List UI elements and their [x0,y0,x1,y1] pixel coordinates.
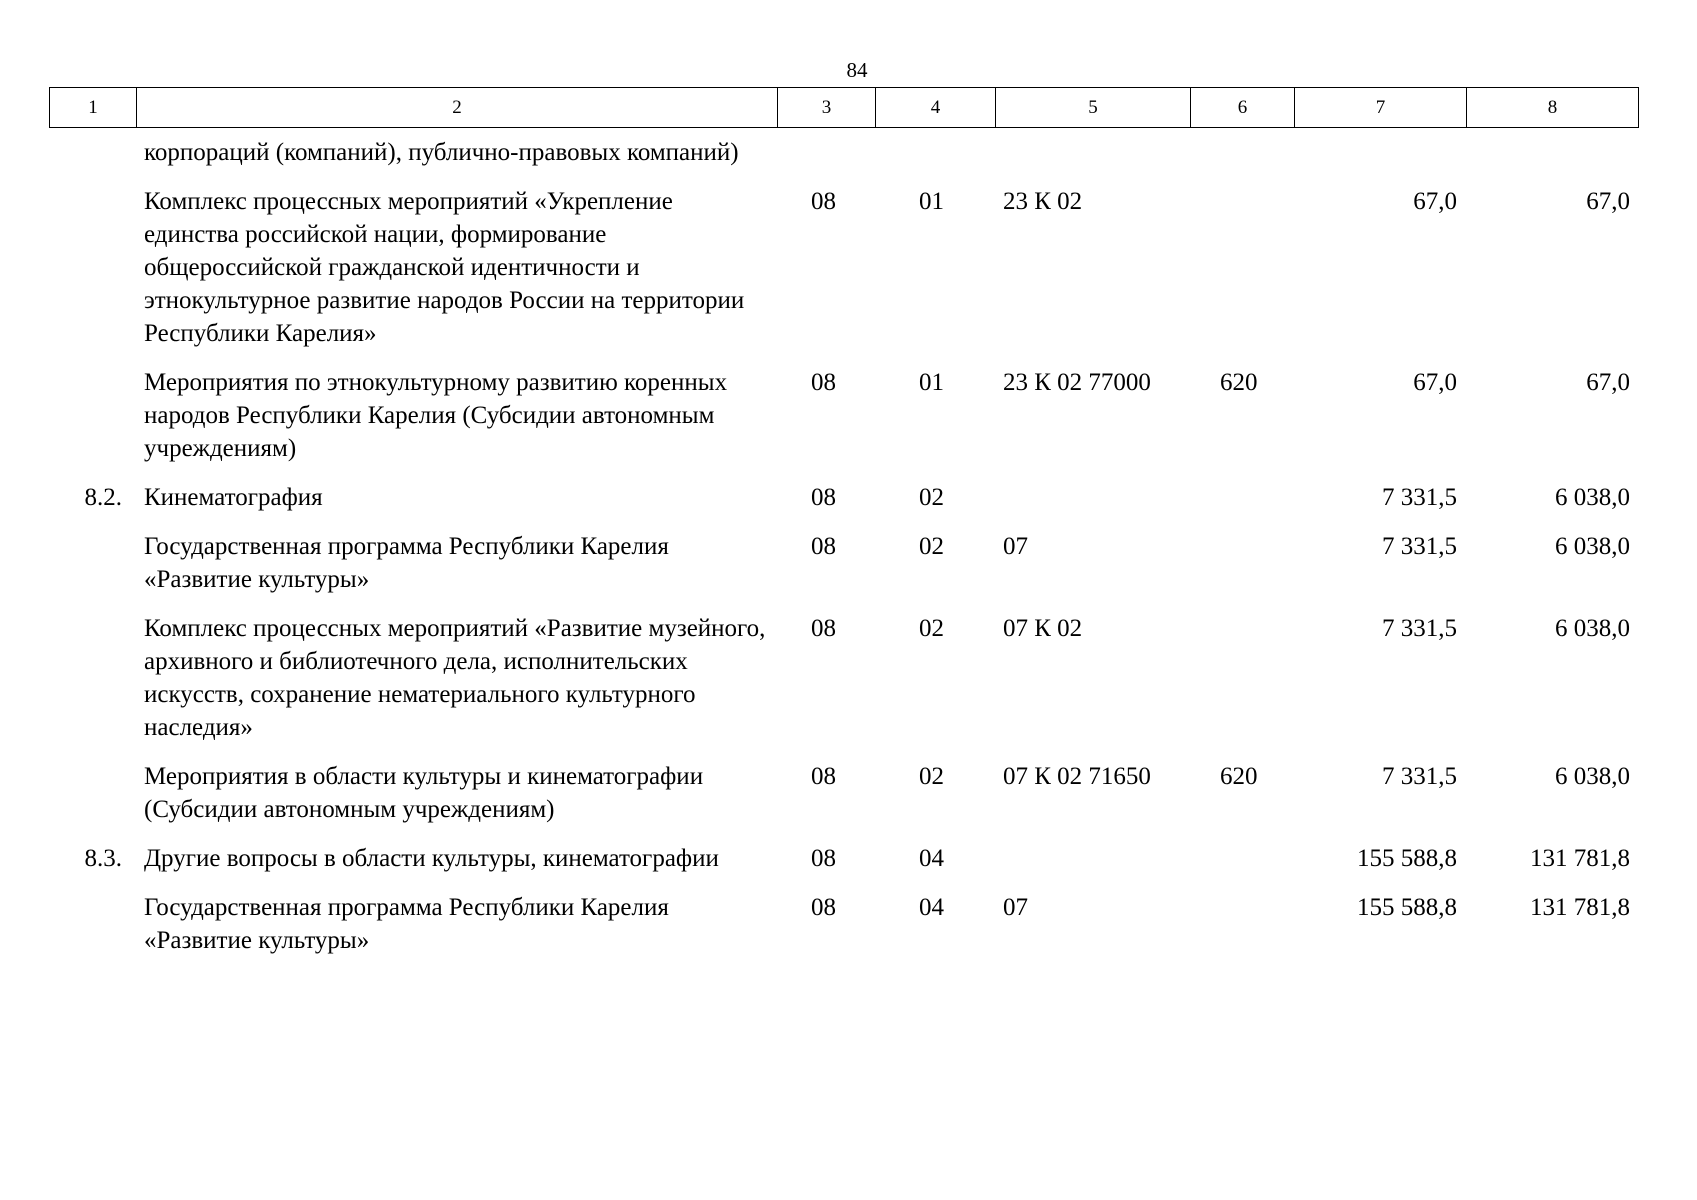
target-item-code: 07 К 02 71650 [1003,763,1151,790]
table-row [49,842,1638,891]
subsection-code [875,136,995,185]
amount-col8 [1466,136,1638,185]
section-code: 08 [811,484,836,511]
amount-col7: 7 331,5 [1382,615,1457,642]
expense-type-code [1190,891,1294,973]
row-number [49,185,136,366]
target-item-code: 23 К 02 77000 [1003,369,1151,396]
expense-type-code [1190,842,1294,891]
expense-type-code [1190,481,1294,530]
header-cell: 4 [876,88,996,128]
section-code: 08 [811,763,836,790]
item-name: корпораций (компаний), публично-правовых компаний) [144,139,739,166]
amount-col8: 6 038,0 [1555,533,1630,560]
row-number [49,891,136,973]
section-code: 08 [811,188,836,215]
amount-col7: 7 331,5 [1382,533,1457,560]
amount-col7: 67,0 [1413,188,1457,215]
section-code: 08 [811,845,836,872]
header-cell: 2 [137,88,778,128]
amount-col8: 131 781,8 [1530,845,1630,872]
target-item-code [995,481,1190,530]
item-name: Комплекс процессных мероприятий «Развитие музейного, архивного и библиотечного дела, исполнительских искусств, сохранение нематериального культурного наследия» [144,615,766,741]
target-item-code [995,136,1190,185]
target-item-code: 07 [1003,533,1028,560]
subsection-code: 01 [919,188,944,215]
subsection-code: 02 [919,615,944,642]
header-cell: 3 [778,88,876,128]
expense-type-code [1190,612,1294,760]
row-number [49,366,136,481]
section-code: 08 [811,615,836,642]
amount-col8: 6 038,0 [1555,615,1630,642]
expense-type-code: 620 [1220,369,1258,396]
header-cell: 6 [1191,88,1295,128]
target-item-code: 07 К 02 [1003,615,1083,642]
amount-col8: 67,0 [1586,369,1630,396]
table-row [49,891,1638,973]
item-name: Государственная программа Республики Карелия «Развитие культуры» [144,894,669,954]
target-item-code: 23 К 02 [1003,188,1083,215]
amount-col7: 155 588,8 [1357,845,1457,872]
expense-type-code [1190,185,1294,366]
row-number [49,530,136,612]
amount-col8: 6 038,0 [1555,763,1630,790]
row-number: 8.3. [84,845,122,872]
subsection-code: 02 [919,533,944,560]
expense-type-code: 620 [1220,763,1258,790]
section-code [777,136,875,185]
header-cell: 1 [50,88,137,128]
amount-col7: 7 331,5 [1382,484,1457,511]
table-row [49,481,1638,530]
target-item-code [995,842,1190,891]
row-number: 8.2. [84,484,122,511]
amount-col7: 155 588,8 [1357,894,1457,921]
amount-col8: 67,0 [1586,188,1630,215]
amount-col8: 131 781,8 [1530,894,1630,921]
amount-col8: 6 038,0 [1555,484,1630,511]
column-number-header [49,87,1639,128]
section-code: 08 [811,533,836,560]
item-name: Мероприятия по этнокультурному развитию коренных народов Республики Карелия (Субсидии автономным учреждениям) [144,369,728,462]
item-name: Государственная программа Республики Карелия «Развитие культуры» [144,533,669,593]
section-code: 08 [811,894,836,921]
amount-col7 [1294,136,1466,185]
item-name: Мероприятия в области культуры и кинематографии (Субсидии автономным учреждениям) [144,763,704,823]
amount-col7: 67,0 [1413,369,1457,396]
budget-table [49,136,1638,973]
page-number: 84 [846,58,868,82]
table-row [49,366,1638,481]
subsection-code: 04 [919,845,944,872]
header-cell: 8 [1467,88,1639,128]
table-row [49,136,1638,185]
target-item-code: 07 [1003,894,1028,921]
item-name: Другие вопросы в области культуры, кинематографии [144,845,719,872]
table-row [49,612,1638,760]
amount-col7: 7 331,5 [1382,763,1457,790]
row-number [49,136,136,185]
row-number [49,612,136,760]
item-name: Кинематография [144,484,323,511]
header-cell: 7 [1295,88,1467,128]
subsection-code: 02 [919,484,944,511]
budget-table-body [49,136,1638,973]
item-name: Комплекс процессных мероприятий «Укрепление единства российской нации, формирование общероссийской гражданской идентичности и этнокультурное развитие народов России на территории Республики Карелия» [144,188,745,347]
subsection-code: 01 [919,369,944,396]
section-code: 08 [811,369,836,396]
subsection-code: 02 [919,763,944,790]
row-number [49,760,136,842]
table-row [49,185,1638,366]
expense-type-code [1190,530,1294,612]
header-cell: 5 [996,88,1191,128]
expense-type-code [1190,136,1294,185]
subsection-code: 04 [919,894,944,921]
table-row [49,530,1638,612]
table-row [49,760,1638,842]
